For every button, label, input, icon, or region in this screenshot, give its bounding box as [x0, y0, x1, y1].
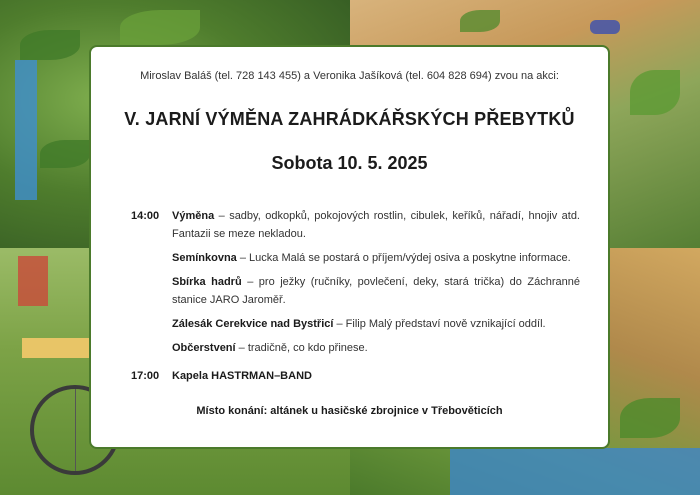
program-item [131, 367, 580, 385]
program-time: 14:00 [131, 210, 160, 222]
program-item [131, 273, 580, 309]
event-title: V. JARNÍ VÝMĚNA ZAHRÁDKÁŘSKÝCH PŘEBYTKŮ [124, 109, 575, 129]
program-item [131, 249, 580, 267]
invitation-line: Miroslav Baláš (tel. 728 143 455) a Veronika Jašíková (tel. 604 828 694) zvou na akci: [140, 70, 559, 82]
program-item-name: Semínkovna [172, 252, 237, 264]
program-time: 17:00 [131, 370, 160, 382]
program-item-name: Sbírka hadrů [172, 276, 242, 288]
program-item-name: Občerstvení [172, 342, 236, 354]
program-list [131, 207, 580, 391]
program-item-text: – tradičně, co kdo přinese. [235, 342, 368, 354]
program-item-name: Výměna [172, 210, 215, 222]
program-item-text: – Lucka Malá se postará o příjem/výdej osiva a poskytne informace. [236, 252, 571, 264]
program-item-name: Kapela HASTRMAN–BAND [172, 370, 312, 382]
program-item-name: Zálesák Cerekvice nad Bystřicí [172, 318, 334, 330]
program-item-text: – sadby, odkopků, pokojových rostlin, cibulek, keříků, nářadí, hnojiv atd. Fantazii se meze nekladou. [172, 210, 580, 240]
invitation-card [89, 45, 610, 449]
event-venue: Místo konání: altánek u hasičské zbrojnice v Třebověticích [196, 405, 503, 417]
program-item-text: – pro ježky (ručníky, povlečení, deky, stará trička) do Záchranné stanice JARO Jaroměř. [172, 276, 580, 306]
program-item [131, 339, 580, 357]
program-item-text: – Filip Malý představí nově vznikající oddíl. [333, 318, 546, 330]
program-item [131, 207, 580, 243]
event-date: Sobota 10. 5. 2025 [271, 153, 428, 173]
program-item [131, 315, 580, 333]
